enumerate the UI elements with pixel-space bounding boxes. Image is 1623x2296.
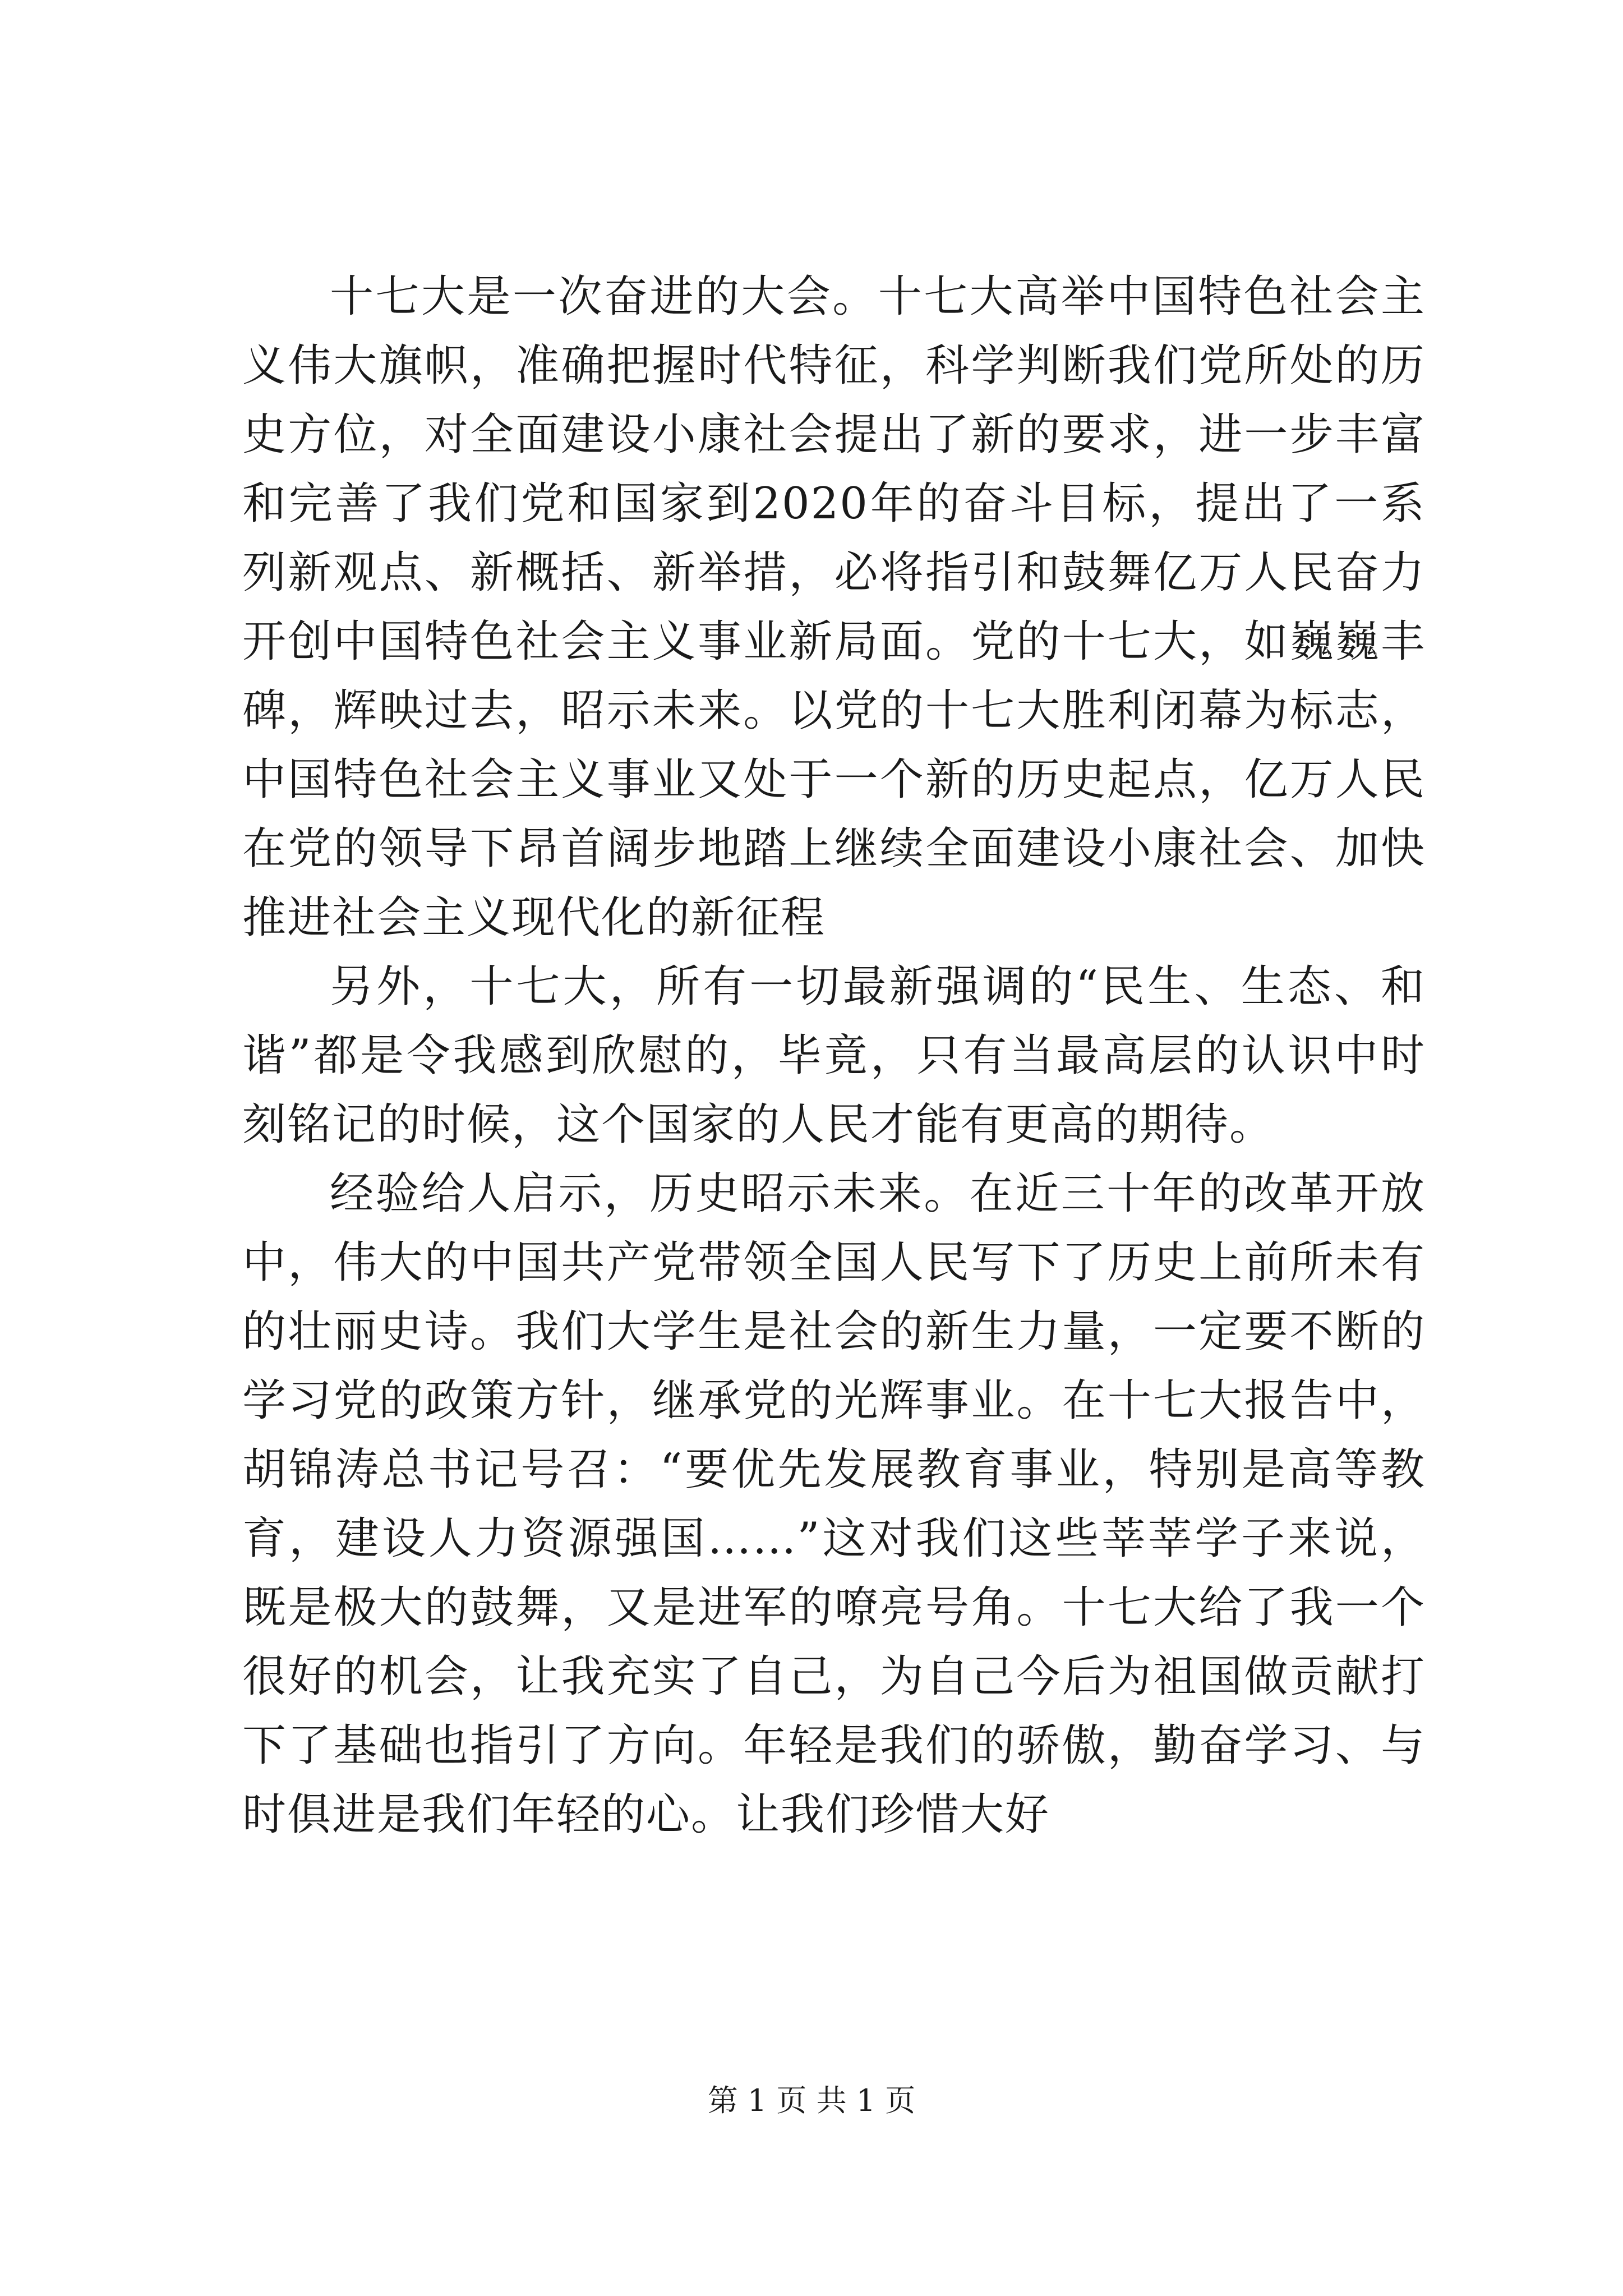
document-body bbox=[242, 263, 1426, 1849]
page-footer: 第 1 页 共 1 页 bbox=[707, 2083, 916, 2118]
paragraph-2: 另外，十七大，所有一切最新强调的“民生、生态、和谐”都是令我感到欣慰的，毕竟，只有当最高层的认识中时刻铭记的时候，这个国家的人民才能有更高的期待。 bbox=[242, 961, 1426, 1150]
paragraph-3: 经验给人启示，历史昭示未来。在近三十年的改革开放中，伟大的中国共产党带领全国人民写下了历史上前所未有的壮丽史诗。我们大学生是社会的新生力量，一定要不断的学习党的政策方针，继承党的光辉事业。在十七大报告中，胡锦涛总书记号召：“要优先发展教育事业，特别是高等教育，建设人力资源强国……”这对我们这些莘莘学子来说，既是极大的鼓舞，又是进军的嘹亮号角。十七大给了我一个很好的机会，让我充实了自己，为自己今后为祖国做贡献打下了基础也指引了方向。年轻是我们的骄傲，勤奋学习、与时俱进是我们年轻的心。让我们珍惜大好 bbox=[242, 1168, 1426, 1840]
paragraph-1: 十七大是一次奋进的大会。十七大高举中国特色社会主义伟大旗帜，准确把握时代特征，科学判断我们党所处的历史方位，对全面建设小康社会提出了新的要求，进一步丰富和完善了我们党和国家到2020年的奋斗目标，提出了一系列新观点、新概括、新举措，必将指引和鼓舞亿万人民奋力开创中国特色社会主义事业新局面。党的十七大，如巍巍丰碑，辉映过去，昭示未来。以党的十七大胜利闭幕为标志，中国特色社会主义事业又处于一个新的历史起点，亿万人民在党的领导下昂首阔步地踏上继续全面建设小康社会、加快推进社会主义现代化的新征程 bbox=[242, 272, 1426, 943]
